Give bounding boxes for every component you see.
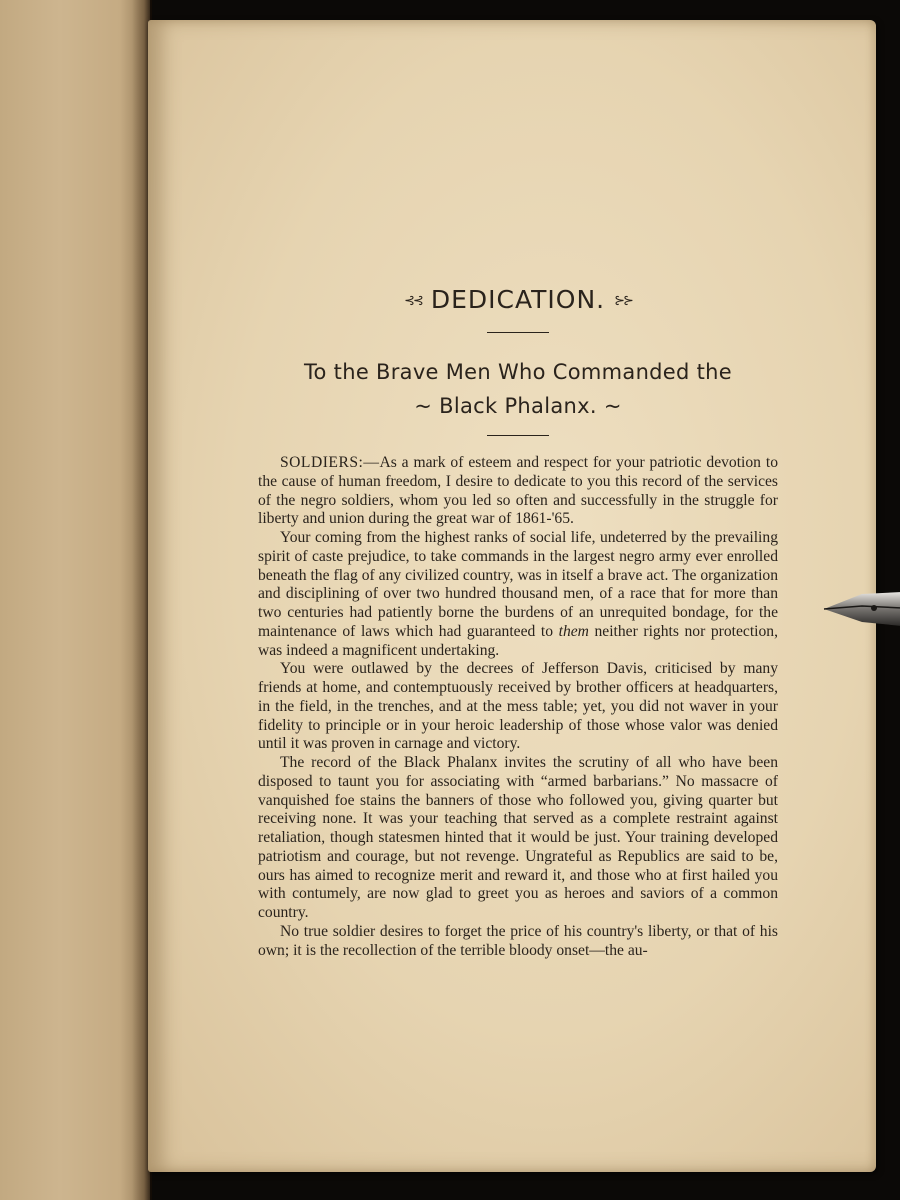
- paragraph-2-text-b: neither rights nor protection, was indeed a magnificent undertaking.: [258, 622, 778, 659]
- left-page: [0, 0, 150, 1200]
- divider-rule-2: [487, 435, 549, 436]
- paragraph-1-text: As a mark of esteem and respect for your patriotic devotion to the cause of human freedom, I desire to dedicate to you this record of the services of the negro soldiers, whom you led so often and successfully in the struggle for liberty and union during the great war of 1861-'65.: [258, 454, 778, 528]
- pen-nib-icon: [822, 588, 900, 630]
- subtitle-line-2: Black Phalanx.: [439, 394, 597, 418]
- heading-title: DEDICATION.: [430, 285, 606, 314]
- ornament-right-icon: ⊱⊱: [614, 293, 632, 309]
- dedication-body: [258, 454, 778, 960]
- subtitle-ornament-right-icon: ~: [603, 394, 622, 418]
- paragraph-5: No true soldier desires to forget the price of his country's liberty, or that of his own; it is the recollection of the terrible bloody onset—the au-: [258, 922, 778, 959]
- paragraph-4: The record of the Black Phalanx invites the scrutiny of all who have been disposed to taunt you for associating with “armed barbarians.” No massacre of vanquished foe stains the banners of those who followed you, giving quarter but receiving none. It was your teaching that served as a complete restraint against retaliation, though statesmen hinted that it would be just. Your training developed patriotism and courage, but not revenge. Ungrateful as Republics are said to be, ours has aimed to recognize merit and reward it, and those who at first hailed you with contumely, are now glad to greet you as heroes and saviors of a common country.: [258, 754, 778, 921]
- divider-rule: [487, 332, 549, 333]
- paragraph-2-text-a: Your coming from the highest ranks of social life, undeterred by the prevailing spirit of caste prejudice, to take commands in the largest negro army ever enrolled beneath the flag of any civilized country, was in itself a brave act. The organization and disciplining of over two hundred thousand men, of a race that for more than two centuries had patiently borne the burdens of an unrequited bondage, for the maintenance of laws which had guaranteed to: [258, 529, 778, 640]
- paragraph-2: [258, 529, 778, 660]
- paragraph-3: You were outlawed by the decrees of Jefferson Davis, criticised by many friends at home, and contemptuously received by brother officers at headquarters, in the field, in the trenches, and at the mess table; yet, you did not waver in your fidelity to principle or in your heroic leadership of those whose valor was denied until it was proven in carnage and victory.: [258, 660, 778, 753]
- dedication-heading: [258, 285, 778, 314]
- salutation: SOLDIERS:—: [280, 454, 380, 471]
- subtitle-ornament-left-icon: ~: [414, 394, 433, 418]
- book-page: [148, 20, 876, 1172]
- paragraph-1: [258, 454, 778, 529]
- paragraph-2-emphasis: them: [558, 622, 589, 640]
- subtitle-line-1: To the Brave Men Who Commanded the: [304, 360, 732, 384]
- ornament-left-icon: ⊰⊰: [404, 293, 422, 309]
- dedication-subtitle: [248, 355, 788, 423]
- page-content: [258, 285, 778, 960]
